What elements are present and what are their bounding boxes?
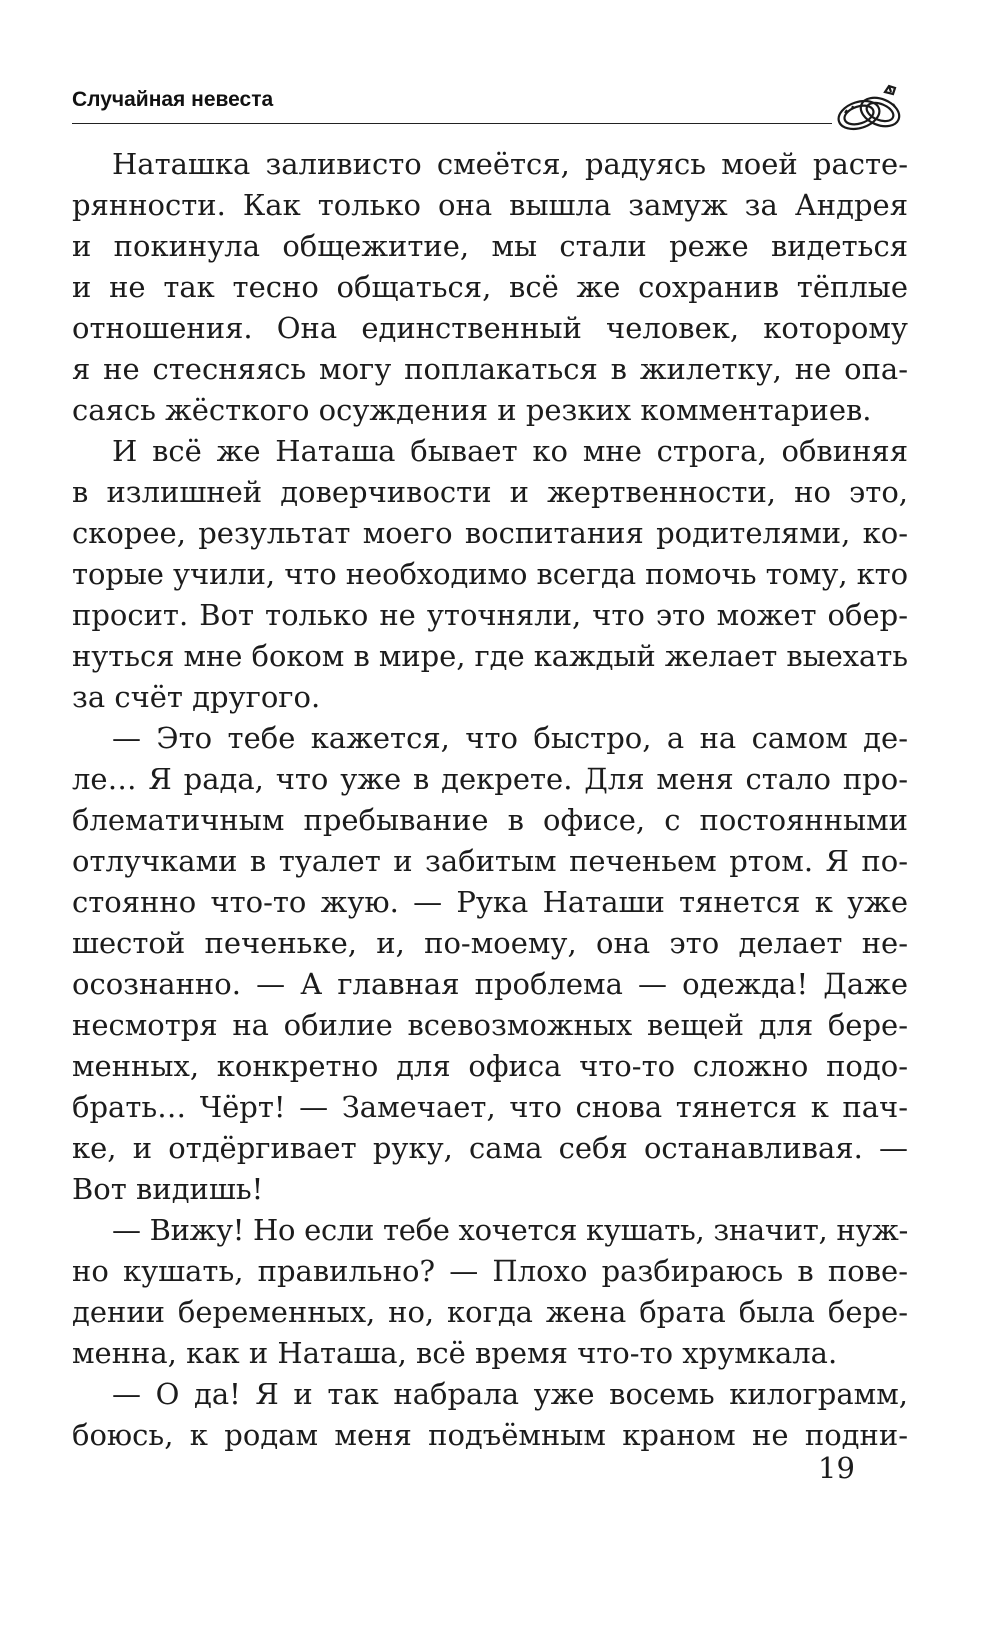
running-title: Случайная невеста (72, 88, 274, 111)
text-line: Наташка заливисто смеётся, радуясь моей расте- (112, 147, 908, 181)
text-line: за счёт другого. (72, 680, 321, 714)
text-line: отношения. Она единственный человек, которому (72, 311, 908, 345)
running-header (72, 88, 834, 128)
text-line: шестой печеньке, и, по-моему, она это делает не- (72, 926, 908, 960)
text-line: несмотря на обилие всевозможных вещей для бере- (72, 1008, 908, 1042)
text-line: менных, конкретно для офиса что-то сложно подо- (72, 1049, 908, 1083)
text-line: брать… Чёрт! — Замечает, что снова тянется к пач- (72, 1090, 908, 1124)
text-line: отлучками в туалет и забитым печеньем ртом. Я по- (72, 844, 908, 878)
paragraph (72, 718, 908, 1210)
text-line: просит. Вот только не уточняли, что это может обер- (72, 598, 908, 632)
paragraph (72, 1374, 908, 1456)
text-line: ке, и отдёргивает руку, сама себя останавливая. — (72, 1131, 908, 1165)
text-line: рянности. Как только она вышла замуж за Андрея (72, 188, 908, 222)
wedding-rings-icon (833, 82, 909, 138)
text-line: но кушать, правильно? — Плохо разбираюсь в пове- (72, 1254, 908, 1288)
paragraph (72, 431, 908, 718)
text-line: Вот видишь! (72, 1172, 264, 1206)
text-line: нуться мне боком в мире, где каждый желает выехать (72, 639, 908, 673)
text-line: стоянно что-то жую. — Рука Наташи тянется к уже (72, 885, 908, 919)
text-line: — Вижу! Но если тебе хочется кушать, значит, нуж- (112, 1213, 908, 1247)
text-line: саясь жёсткого осуждения и резких комментариев. (72, 393, 872, 427)
text-line: блематичным пребывание в офисе, с постоянными (72, 803, 908, 837)
text-line: торые учили, что необходимо всегда помочь тому, кто (72, 557, 908, 591)
paragraph (72, 1210, 908, 1374)
text-line: и покинула общежитие, мы стали реже видеться (72, 229, 908, 263)
page-number: 19 (818, 1451, 855, 1485)
header-rule (72, 123, 832, 124)
text-line: в излишней доверчивости и жертвенности, но это, (72, 475, 908, 509)
text-line: я не стесняясь могу поплакаться в жилетку, не опа- (72, 352, 908, 386)
text-line: — О да! Я и так набрала уже восемь килограмм, (112, 1377, 908, 1411)
text-line: — Это тебе кажется, что быстро, а на самом де- (112, 721, 908, 755)
text-line: менна, как и Наташа, всё время что-то хрумкала. (72, 1336, 838, 1370)
text-line: осознанно. — А главная проблема — одежда! Даже (72, 967, 908, 1001)
text-line: дении беременных, но, когда жена брата была бере- (72, 1295, 908, 1329)
text-line: И всё же Наташа бывает ко мне строга, обвиняя (112, 434, 908, 468)
body-text (72, 144, 908, 1456)
text-line: и не так тесно общаться, всё же сохранив тёплые (72, 270, 908, 304)
text-line: боюсь, к родам меня подъёмным краном не подни- (72, 1418, 908, 1452)
paragraph (72, 144, 908, 431)
text-line: скорее, результат моего воспитания родителями, ко- (72, 516, 908, 550)
text-line: ле… Я рада, что уже в декрете. Для меня стало про- (72, 762, 908, 796)
